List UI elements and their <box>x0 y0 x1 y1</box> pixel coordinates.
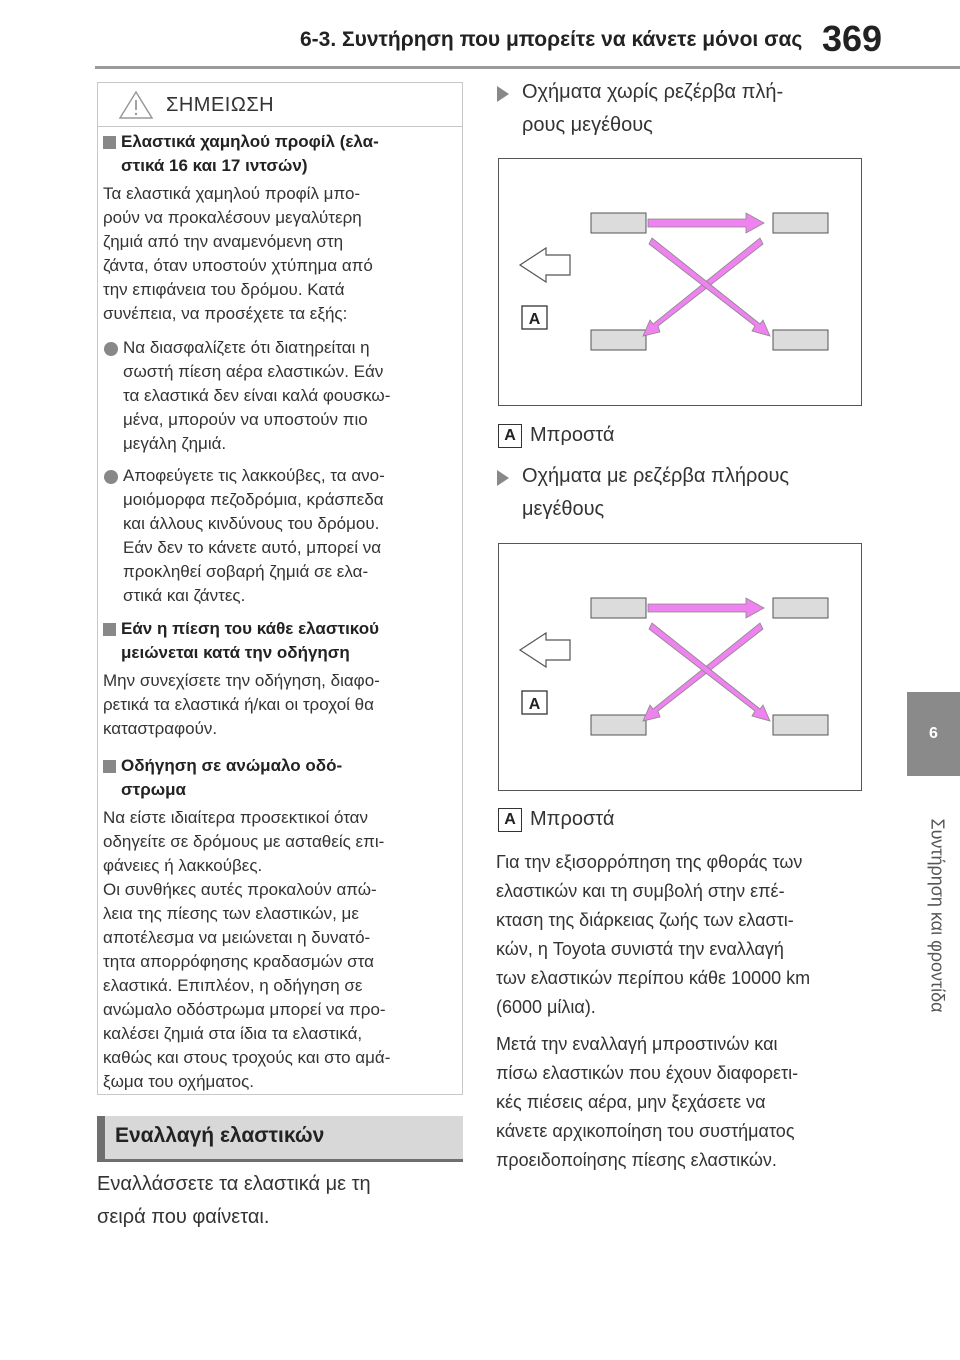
legend-key-label: A <box>528 696 541 713</box>
notice-section-title-2: Εάν η πίεση του κάθε ελαστικού μειώνεται κατά την οδήγηση <box>121 619 379 662</box>
notice-label: ΣΗΜΕΙΩΣΗ <box>166 94 275 116</box>
rotation-diagram-2 <box>498 543 862 791</box>
legend-key-badge: A <box>498 424 522 448</box>
bullet-dot <box>104 342 118 356</box>
notice-bullet-1: Να διασφαλίζετε ότι διατηρείται η σωστή πίεση αέρα ελαστικών. Εάν τα ελαστικά δεν είναι καλά φουσκω- μένα, μπορούν να υποστούν πιο μεγάλη ζημιά. <box>123 338 391 453</box>
section-marker <box>103 136 116 149</box>
item-title-2: Οχήματα με ρεζέρβα πλήρους μεγέθους <box>522 465 790 520</box>
tire-rear-left <box>591 330 646 350</box>
notice-header <box>110 88 450 122</box>
tire-front-left <box>591 598 646 618</box>
tire-rear-right <box>773 330 828 350</box>
item-arrow-icon <box>497 86 509 102</box>
notice-section-text-1: Τα ελαστικά χαμηλού προφίλ μπο- ρούν να προκαλέσουν μεγαλύτερη ζημιά από την αναμενόμενη στη ζάντα, όταν υποστούν χτύπημα από την επιφάνεια του δρόμου. Κατά συνέπεια, να προσέχετε τα εξής: <box>103 184 373 323</box>
chapter-title-vertical <box>912 790 956 1060</box>
item-title-1: Οχήματα χωρίς ρεζέρβα πλή- ρους μεγέθους <box>522 81 784 136</box>
section-marker <box>103 760 116 773</box>
notice-bullet-2: Αποφεύγετε τις λακκούβες, τα ανο- μοιόμορφα πεζοδρόμια, κράσπεδα και άλλους κινδύνους του δρόμου. Εάν δεν το κάνετε αυτό, μπορεί να προκληθεί σοβαρή ζημιά σε ελα- στικά και ζάντες. <box>123 466 385 605</box>
notice-section-title-1: Ελαστικά χαμηλού προφίλ (ελα- στικά 16 και 17 ιντσών) <box>121 132 379 175</box>
rotation-paragraph-1: Για την εξισορρόπηση της φθοράς των ελαστικών και τη συμβολή στην επέ- κταση της διάρκειας ζωής των ελαστι- κών, η Toyota συνιστά την εναλλαγή των ελαστικών περίπου κάθε 10000 km (6000 μίλια). <box>496 852 811 1017</box>
rotation-paragraph-2: Μετά την εναλλαγή μπροστινών και πίσω ελαστικών που έχουν διαφορετι- κές πιέσεις αέρα, μην ξεχάσετε να κάνετε αρχικοποίηση του συστήματος προειδοποίησης πίεσης ελαστικών. <box>496 1034 799 1170</box>
warning-icon <box>118 90 154 120</box>
section-heading-text: Εναλλαγή ελαστικών <box>115 1124 325 1147</box>
legend-key-label: A <box>528 311 541 328</box>
notice-section-title-3: Οδήγηση σε ανώμαλο οδό- στρωμα <box>121 756 343 799</box>
running-header: 6-3. Συντήρηση που μπορείτε να κάνετε μόνοι σας <box>300 28 803 51</box>
tire-front-left <box>591 213 646 233</box>
section-heading <box>97 1116 463 1162</box>
section-heading-bar <box>97 1116 105 1159</box>
tire-front-right <box>773 598 828 618</box>
legend-key-badge: A <box>498 808 522 832</box>
legend-text: Μπροστά <box>530 808 615 830</box>
tire-rear-left <box>591 715 646 735</box>
tire-front-right <box>773 213 828 233</box>
item-arrow-icon <box>497 470 509 486</box>
tire-rear-right <box>773 715 828 735</box>
header-rule <box>95 66 960 69</box>
notice-rule <box>97 126 463 127</box>
page-number: 369 <box>822 18 883 59</box>
notice-section-text-2: Μην συνεχίσετε την οδήγηση, διαφο- ρετικά τα ελαστικά ή/και οι τροχοί θα καταστραφούν. <box>103 671 380 738</box>
chapter-tab: 6 <box>907 692 960 776</box>
bullet-dot <box>104 470 118 484</box>
legend-text: Μπροστά <box>530 424 615 446</box>
notice-section-text-3: Να είστε ιδιαίτερα προσεκτικοί όταν οδηγείτε σε δρόμους με ασταθείς επι- φάνειες ή λακκούβες. Οι συνθήκες αυτές προκαλούν απώ- λεια της πίεσης των ελαστικών, με αποτέλεσμα να μειώνεται η δυνατό- τητα απορρόφησης κραδασμών στα ελαστικά. Επιπλέον, η οδήγηση σε ανώμαλο οδόστρωμα μπορεί να προ- καλέσει ζημιά στα ίδια τα ελαστικά, καθώς και στους τροχούς και στο αμά- ξωμα του οχήματος. <box>103 808 391 1091</box>
rotation-diagram-1 <box>498 158 862 406</box>
rotation-intro: Εναλλάσσετε τα ελαστικά με τη σειρά που φαίνεται. <box>97 1173 371 1228</box>
chapter-title: Συντήρηση και φροντίδα <box>927 818 948 1013</box>
section-marker <box>103 623 116 636</box>
